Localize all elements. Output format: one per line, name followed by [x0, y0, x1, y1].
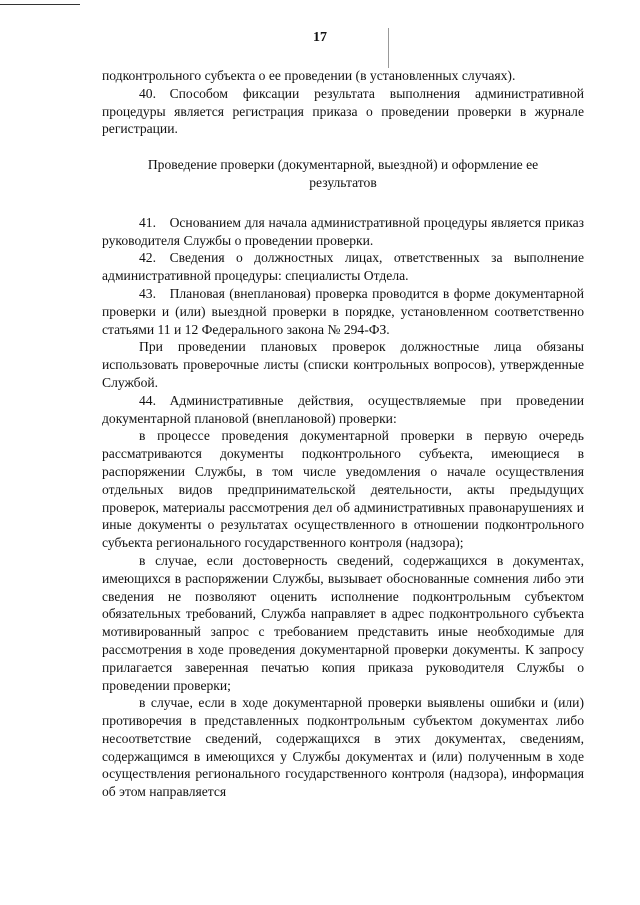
paragraph-43: 43. Плановая (внеплановая) проверка проводится в форме документарной проверки и (или) выездной проверки в порядке, установленном соответственно статьями 11 и 12 Федерального закона № 294-ФЗ. — [102, 285, 584, 337]
paragraph-continuation: подконтрольного субъекта о ее проведении (в установленных случаях). — [102, 68, 516, 83]
paragraph-42: 42. Сведения о должностных лицах, ответственных за выполнение административной процедуры: специалисты Отдела. — [102, 250, 584, 284]
paragraph-40: 40. Способом фиксации результата выполнения административной процедуры является регистрация приказа о проведении проверки в журнале регистрации. — [102, 85, 584, 137]
paragraph-44: 44. Административные действия, осуществляемые при проведении документарной плановой (внеплановой) проверки: — [102, 392, 584, 426]
paragraph-41: 41. Основанием для начала административной процедуры является приказ руководителя Службы о проведении проверки. — [102, 214, 584, 248]
page-number: 17 — [313, 30, 327, 45]
paragraph-checklists: При проведении плановых проверок должностные лица обязаны использовать проверочные листы (списки контрольных вопросов), утвержденные Службой. — [102, 339, 584, 390]
document-body — [102, 67, 584, 801]
paragraph-errors-found: в случае, если в ходе документарной проверки выявлены ошибки и (или) противоречия в представленных подконтрольным субъектом документах либо несоответствие сведений, содержащихся в этих документах, сведениям, содержащимся в имеющихся у Службы документах и (или) полученным в ходе осуществления регионального государственного контроля (надзора), информация об этом направляется — [102, 695, 584, 800]
section-heading: Проведение проверки (документарной, выездной) и оформление ее результатов — [147, 157, 539, 190]
scan-artifact-top-left — [0, 4, 80, 5]
paragraph-doubts-request: в случае, если достоверность сведений, содержащихся в документах, имеющихся в распоряжении Службы, вызывает обоснованные сомнения либо эти сведения не позволяют оценить исполнение подконтрольным субъектом обязательных требований, Служба направляет в адрес подконтрольного субъекта мотивированный запрос с требованием представить иные необходимые для рассмотрения в ходе проведения документарной проверки документы. К запросу прилагается заверенная печатью копия приказа руководителя Службы о проведении проверки; — [102, 552, 584, 693]
paragraph-documents-review: в процессе проведения документарной проверки в первую очередь рассматриваются документы подконтрольного субъекта, имеющиеся в распоряжении Службы, в том числе уведомления о начале осуществления отдельных видов предпринимательской деятельности, акты предыдущих проверок, материалы рассмотрения дел об административных правонарушениях и иные документы о результатах осуществленного в отношении подконтрольного субъекта регионального государственного контроля (надзора); — [102, 428, 584, 551]
